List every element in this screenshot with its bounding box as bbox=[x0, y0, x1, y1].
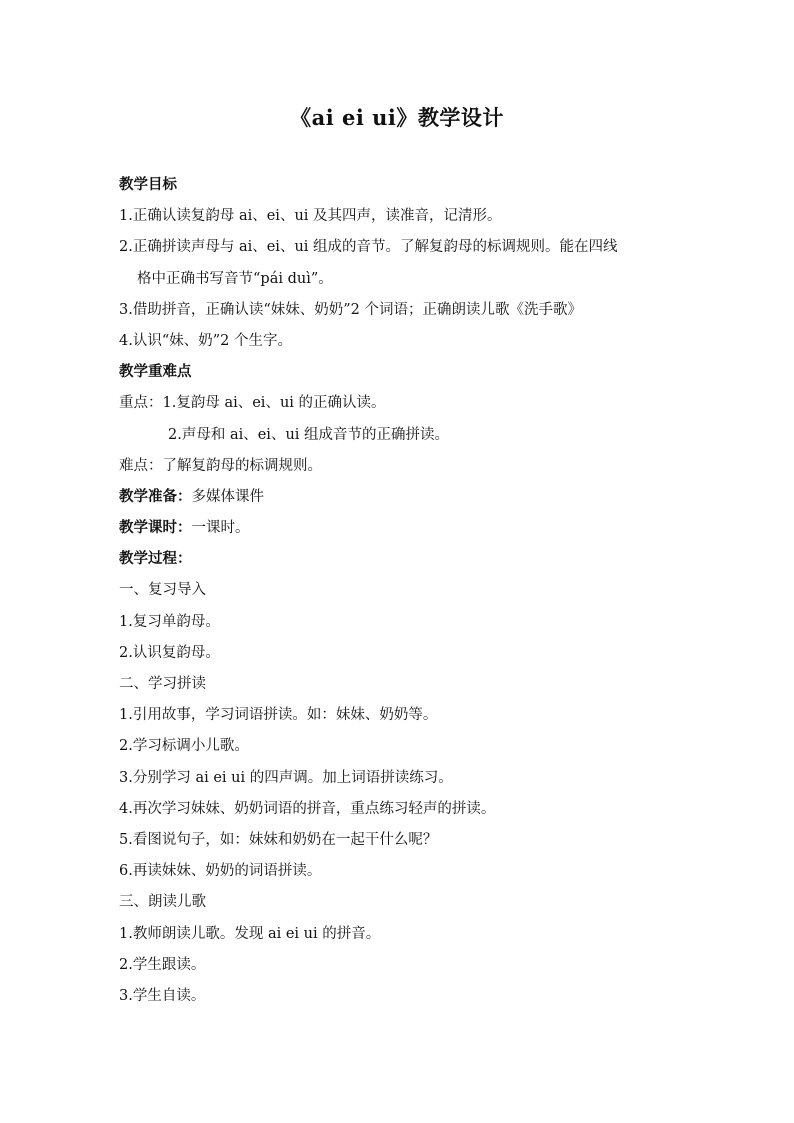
process-step: 3.学生自读。 bbox=[119, 987, 206, 1004]
duration-line bbox=[119, 517, 679, 548]
process-heading: 教学过程： bbox=[119, 550, 192, 568]
preparation-value: 多媒体课件 bbox=[191, 488, 264, 505]
document-title: 《ai ei ui》教学设计 bbox=[290, 105, 504, 130]
objective-item: 2.正确拼读声母与 ai、ei、ui 组成的音节。了解复韵母的标调规则。能在四线 bbox=[119, 239, 618, 256]
process-section-title: 三、朗读儿歌 bbox=[119, 894, 206, 911]
key-points-heading: 教学重难点 bbox=[119, 363, 192, 381]
objective-item: 4.认识“妹、奶”2 个生字。 bbox=[119, 332, 292, 349]
process-step: 2.认识复韵母。 bbox=[119, 644, 220, 661]
process-step: 1.引用故事，学习词语拼读。如：妹妹、奶奶等。 bbox=[119, 707, 438, 724]
duration-value: 一课时。 bbox=[191, 520, 250, 537]
preparation-label: 教学准备： bbox=[119, 487, 192, 505]
process-step: 1.复习单韵母。 bbox=[119, 613, 220, 630]
objective-item-continuation: 格中正确书写音节“pái duì”。 bbox=[137, 270, 333, 287]
process-section-title: 二、学习拼读 bbox=[119, 676, 206, 692]
process-step: 3.分别学习 ai ei ui 的四声调。加上词语拼读练习。 bbox=[119, 769, 453, 786]
key-point-focus: 2.声母和 ai、ei、ui 组成音节的正确拼读。 bbox=[168, 426, 450, 443]
key-point-difficulty: 难点：了解复韵母的标调规则。 bbox=[119, 457, 322, 474]
process-step: 5.看图说句子，如：妹妹和奶奶在一起干什么呢？ bbox=[119, 831, 438, 848]
preparation-line bbox=[119, 486, 679, 517]
process-step: 2.学生跟读。 bbox=[119, 956, 206, 973]
process-step: 4.再次学习妹妹、奶奶词语的拼音，重点练习轻声的拼读。 bbox=[119, 800, 496, 817]
process-step: 6.再读妹妹、奶奶的词语拼读。 bbox=[119, 863, 322, 880]
objective-item: 3.借助拼音，正确认读“妹妹、奶奶”2 个词语；正确朗读儿歌《洗手歌》 bbox=[119, 301, 582, 318]
process-step: 2.学习标调小儿歌。 bbox=[119, 738, 249, 755]
key-point-focus: 重点：1.复韵母 ai、ei、ui 的正确认读。 bbox=[119, 395, 386, 412]
process-step: 1.教师朗读儿歌。发现 ai ei ui 的拼音。 bbox=[119, 925, 381, 942]
document-body bbox=[119, 174, 679, 1016]
objective-item: 1.正确认读复韵母 ai、ei、ui 及其四声，读准音，记清形。 bbox=[119, 208, 502, 225]
duration-label: 教学课时： bbox=[119, 519, 192, 537]
process-section-title: 一、复习导入 bbox=[119, 582, 206, 599]
objectives-heading: 教学目标 bbox=[119, 176, 177, 193]
